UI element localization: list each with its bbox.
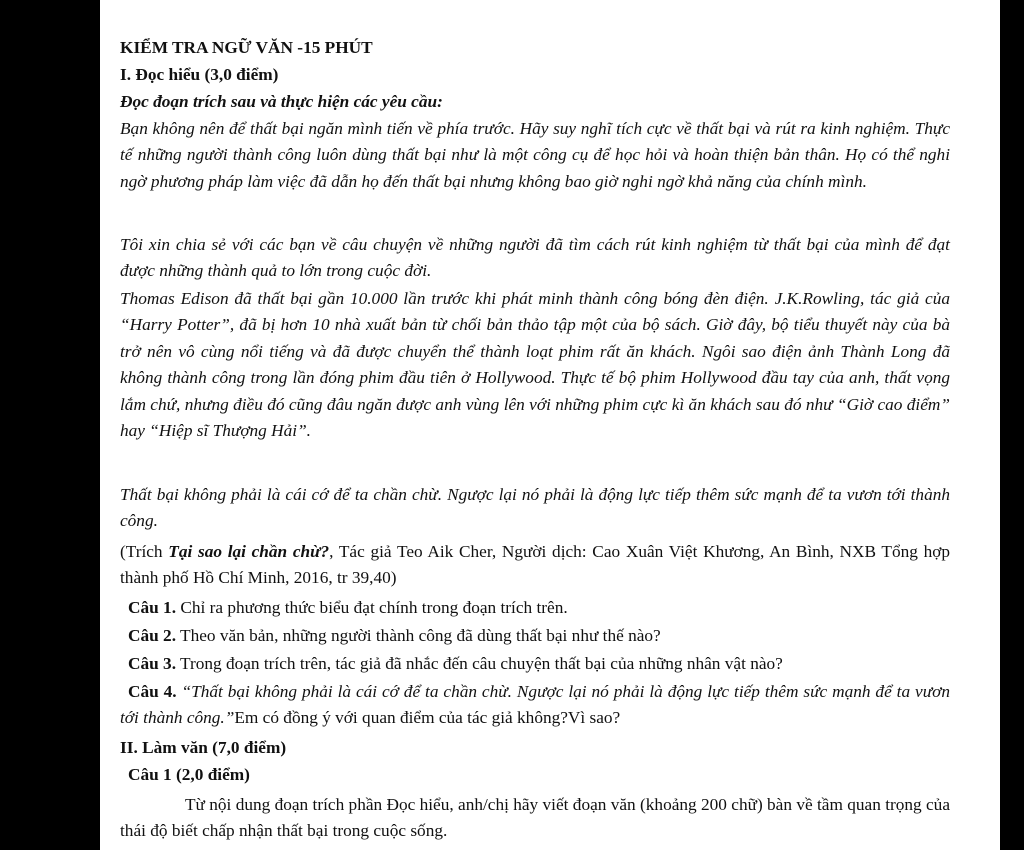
passage-paragraph-2: Tôi xin chia sẻ với các bạn về câu chuyện về những người đã tìm cách rút kinh nghiệm từ thất bại của mình để đạt được những thành quả to lớn trong cuộc đời. <box>120 235 950 281</box>
exam-page <box>100 0 1000 850</box>
citation-rest: , Tác giả Teo Aik Cher, Người dịch: Cao Xuân Việt Khương, An Bình, NXB Tổng hợp thành phố Hồ Chí Minh, 2016, tr 39,40) <box>120 542 950 588</box>
exam-title: KIỂM TRA NGỮ VĂN -15 PHÚT <box>120 38 373 57</box>
question-1-label: Câu 1. <box>128 598 177 617</box>
writing-question-label: Câu 1 (2,0 điểm) <box>128 765 250 784</box>
question-1 <box>128 595 958 621</box>
writing-question-text: Từ nội dung đoạn trích phần Đọc hiểu, anh/chị hãy viết đoạn văn (khoảng 200 chữ) bàn về tầm quan trọng của thái độ biết chấp nhận thất bại trong cuộc sống. <box>120 795 950 841</box>
citation-open: (Trích <box>120 542 169 561</box>
question-3-text: Trong đoạn trích trên, tác giả đã nhắc đến câu chuyện thất bại của những nhân vật nào? <box>176 654 783 673</box>
passage-paragraph-4: Thất bại không phải là cái cớ để ta chần chừ. Ngược lại nó phải là động lực tiếp thêm sức mạnh để ta vươn tới thành công. <box>120 485 950 531</box>
question-4 <box>120 679 950 732</box>
question-2 <box>128 623 958 649</box>
writing-heading: II. Làm văn (7,0 điểm) <box>120 738 287 757</box>
citation-work-title: Tại sao lại chần chừ? <box>168 542 330 561</box>
passage-paragraph-3: Thomas Edison đã thất bại gần 10.000 lần trước khi phát minh thành công bóng đèn điện. J.K.Rowling, tác giả của “Harry Potter”, đã bị hơn 10 nhà xuất bản từ chối bản thảo tập một của bộ sách. Giờ đây, bộ tiểu thuyết này của bà trở nên vô cùng nổi tiếng và đã được chuyển thể thành loạt phim rất ăn khách. Ngôi sao điện ảnh Thành Long đã không thành công trong lần đóng phim đầu tiên ở Hollywood. Thực tế bộ phim Hollywood đầu tay của anh, thất vọng lắm chứ, nhưng điều đó cũng đâu ngăn được anh vùng lên với những phim cực kì ăn khách sau đó như “Giờ cao điểm” hay “Hiệp sĩ Thượng Hải”. <box>120 289 950 441</box>
reading-heading: I. Đọc hiểu (3,0 điểm) <box>120 65 279 84</box>
question-4-ask: Em có đồng ý với quan điểm của tác giả không?Vì sao? <box>234 708 621 728</box>
question-3-label: Câu 3. <box>128 654 177 673</box>
reading-instruction: Đọc đoạn trích sau và thực hiện các yêu cầu: <box>120 92 443 111</box>
question-2-label: Câu 2. <box>128 626 177 645</box>
citation <box>120 539 950 592</box>
question-3 <box>128 651 958 677</box>
passage-paragraph-1: Bạn không nên để thất bại ngăn mình tiến về phía trước. Hãy suy nghĩ tích cực về thất bại và rút ra kinh nghiệm. Thực tế những người thành công luôn dùng thất bại như là một công cụ để học hỏi và hoàn thiện bản thân. Họ có thể nghi ngờ phương pháp làm việc đã dẫn họ đến thất bại nhưng không bao giờ nghi ngờ khả năng của chính mình. <box>120 119 950 191</box>
question-4-quote: “Thất bại không phải là cái cớ để ta chần chừ. Ngược lại nó phải là động lực tiếp thêm sức mạnh để ta vươn tới thành công.” <box>120 682 950 728</box>
question-2-text: Theo văn bản, những người thành công đã dùng thất bại như thế nào? <box>176 626 661 645</box>
question-1-text: Chỉ ra phương thức biểu đạt chính trong đoạn trích trên. <box>176 598 568 617</box>
question-4-label: Câu 4. <box>128 682 177 701</box>
